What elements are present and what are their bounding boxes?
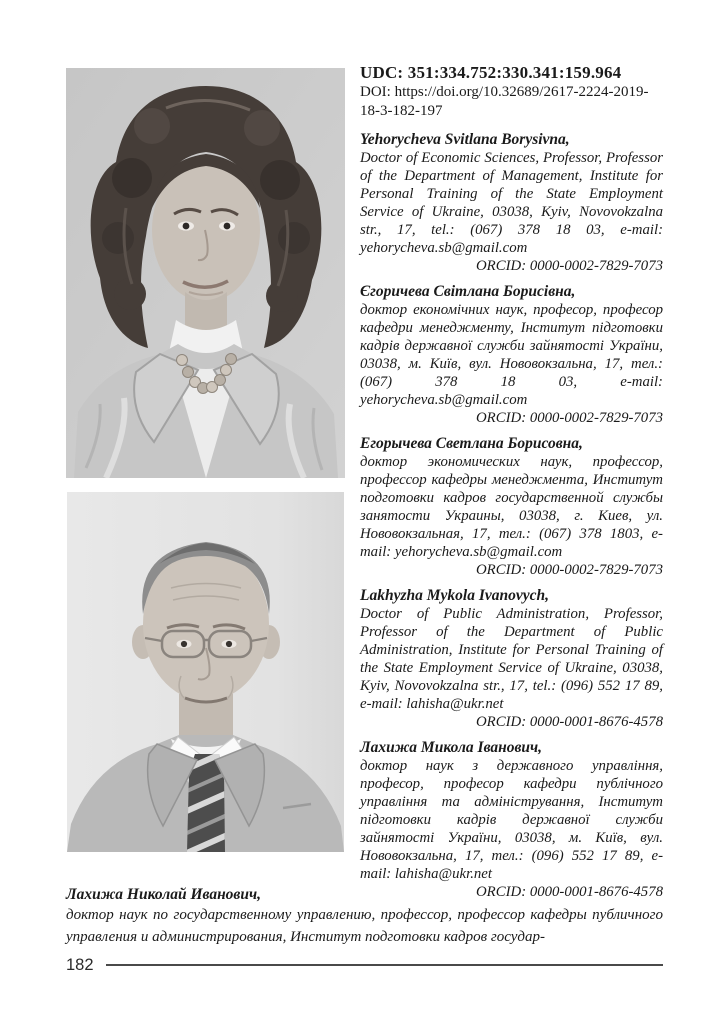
author-name: Лахижа Микола Іванович, [360, 739, 543, 756]
author-bio: Doctor of Public Administration, Professor, Professor of the Department of Public Administration, Institute for Personal Training of the State Employment Service of Ukraine, 03038, Kyiv, Novovokzalna str., 17, tel.: (096) 552 17 89, e-mail: lahisha@ukr.net [360, 606, 663, 712]
page-footer [66, 954, 663, 976]
author-name: Лахижа Николай Иванович, [66, 886, 261, 903]
orcid-id: ORCID: 0000-0002-7829-7073 [476, 562, 663, 578]
doi-line: DOI: https://doi.org/10.32689/2617-2224-2019-18-3-182-197 [360, 84, 649, 119]
author-block-yehorycheva-ru [360, 435, 663, 579]
author-bio: доктор наук з державного управління, професор, професор кафедри публічного управління та адміністрування, Інститут підготовки кадрів державної служби зайнятості України, 03038, м. Київ, вул. Нововокзальна, 17, тел.: (096) 552 17 89, e-mail: lahisha@ukr.net [360, 758, 663, 882]
orcid-id: ORCID: 0000-0002-7829-7073 [476, 410, 663, 426]
portrait-photo-lakhyzha [67, 492, 344, 852]
udc-code: UDC: 351:334.752:330.341:159.964 [360, 63, 622, 82]
author-block-lakhyzha-ru [66, 885, 663, 948]
author-block-yehorycheva-uk [360, 283, 663, 427]
author-bio: доктор наук по государственному управлению, профессор, профессор кафедры публичного управления и администрирования, Институт подготовки кадров государ- [66, 907, 663, 945]
author-block-lakhyzha-uk [360, 739, 663, 901]
author-block-yehorycheva-en [360, 131, 663, 275]
author-bio: Doctor of Economic Sciences, Professor, Professor of the Department of Management, Institute for Personal Training of the State Employment Service of Ukraine, 03038, Kyiv, Novovokzalna str., 17, tel.: (067) 378 18 03, e-mail: yehorycheva.sb@gmail.com [360, 150, 663, 256]
portrait-photo-yehorycheva [66, 68, 345, 478]
portrait-image-woman [66, 68, 345, 478]
orcid-id: ORCID: 0000-0001-8676-4578 [476, 714, 663, 730]
footer-rule [106, 964, 663, 966]
author-name: Yehorycheva Svitlana Borysivna, [360, 131, 570, 148]
orcid-id: ORCID: 0000-0001-8676-4578 [476, 884, 663, 900]
author-name: Егорычева Светлана Борисовна, [360, 435, 583, 452]
author-bio: доктор экономических наук, профессор, профессор кафедры менеджмента, Институт подготовки кадров государственной службы занятости Украины, 03038, г. Киев, ул. Нововокзальная, 17, тел.: (067) 378 1803, e-mail: yehorycheva.sb@gmail.com [360, 454, 663, 560]
page-number: 182 [66, 955, 94, 974]
orcid-id: ORCID: 0000-0002-7829-7073 [476, 258, 663, 274]
author-info-column [360, 62, 663, 901]
author-block-lakhyzha-en [360, 587, 663, 731]
author-name: Lakhyzha Mykola Ivanovych, [360, 587, 550, 604]
author-name: Єгоричева Світлана Борисівна, [360, 283, 576, 300]
author-bio: доктор економічних наук, професор, професор кафедри менеджменту, Інститут підготовки кадрів державної служби зайнятості України, 03038, м. Київ, вул. Нововокзальна, 17, тел.: (067) 378 18 03, e-mail: yehorycheva.sb@gmail.com [360, 302, 663, 408]
portrait-image-man [67, 492, 344, 852]
